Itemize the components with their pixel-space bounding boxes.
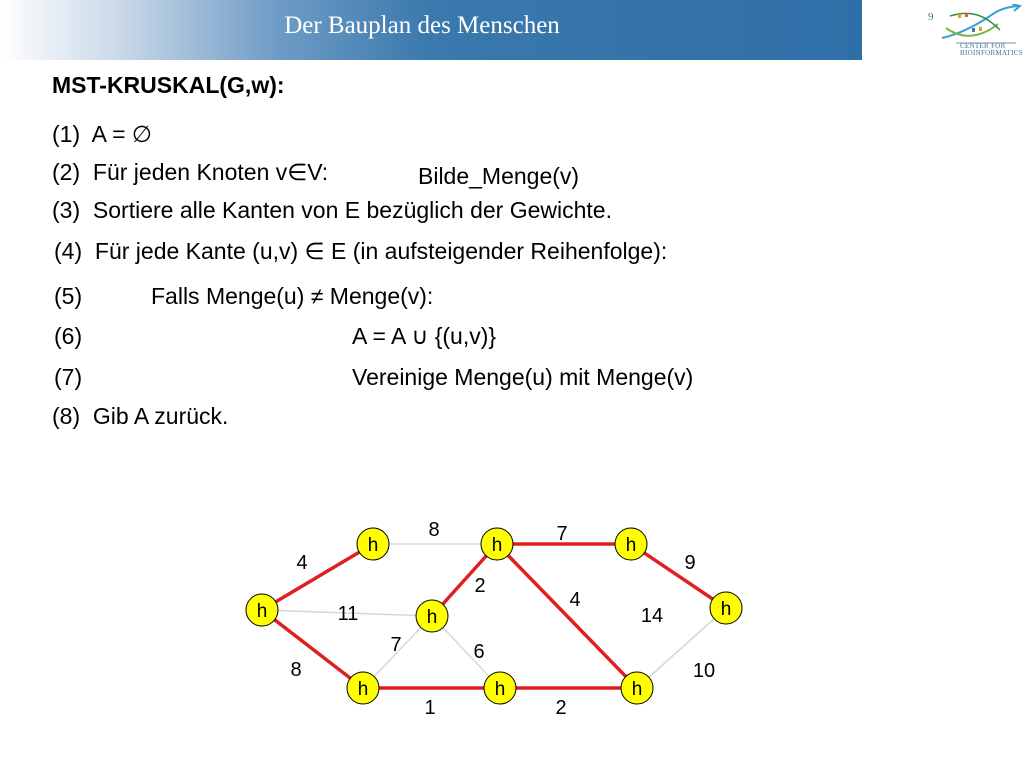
node-label: h bbox=[720, 599, 732, 620]
node-label: h bbox=[426, 607, 438, 628]
node-bottom-right bbox=[621, 672, 653, 704]
step-5-number: (5) bbox=[54, 283, 83, 309]
weight-right-mid: 14 bbox=[640, 605, 664, 627]
node-top-right bbox=[615, 528, 647, 560]
node-label: h bbox=[625, 535, 637, 556]
mst-edge-center-diag bbox=[497, 544, 637, 688]
step-2-extra: Bilde_Menge(v) bbox=[418, 163, 580, 189]
node-label: h bbox=[494, 679, 506, 700]
weight-center-diag: 4 bbox=[569, 589, 581, 611]
step-number: (1) bbox=[52, 121, 81, 147]
weight-left-mid: 11 bbox=[337, 603, 359, 625]
weight-left-low: 8 bbox=[290, 659, 302, 681]
node-bottom-center bbox=[484, 672, 516, 704]
node-label: h bbox=[631, 679, 643, 700]
node-top-left bbox=[357, 528, 389, 560]
node-label: h bbox=[357, 679, 369, 700]
step-text: Für jede Kante (u,v) ∈ E (in aufsteigender Reihenfolge): bbox=[94, 238, 668, 264]
weight-top-right: 7 bbox=[556, 523, 568, 545]
weight-right-upper: 9 bbox=[684, 552, 696, 574]
node-label: h bbox=[367, 535, 379, 556]
step-7-number: (7) bbox=[54, 364, 83, 390]
step-7-text: Vereinige Menge(u) mit Menge(v) bbox=[352, 364, 694, 390]
node-center bbox=[416, 600, 448, 632]
slide-header-title: Der Bauplan des Menschen bbox=[284, 12, 560, 39]
weight-center-low-right: 6 bbox=[473, 641, 485, 663]
node-top-center bbox=[481, 528, 513, 560]
step-6-number: (6) bbox=[54, 323, 83, 349]
node-left bbox=[246, 594, 278, 626]
mst-edge-right-upper bbox=[631, 544, 726, 608]
step-number: (4) bbox=[54, 238, 83, 264]
weight-center-low-left: 7 bbox=[390, 634, 402, 656]
step-text: Gib A zurück. bbox=[92, 403, 229, 429]
node-label: h bbox=[256, 601, 268, 622]
step-text: Sortiere alle Kanten von E bezüglich der Gewichte. bbox=[92, 197, 612, 223]
node-right bbox=[710, 592, 742, 624]
step-text: Für jeden Knoten v∈V: bbox=[92, 159, 329, 185]
node-label: h bbox=[491, 535, 503, 556]
algorithm-title: MST-KRUSKAL(G,w): bbox=[52, 72, 285, 98]
weight-bottom-right: 2 bbox=[555, 697, 567, 719]
mst-edge-top-left bbox=[262, 544, 373, 610]
step-number: (8) bbox=[52, 403, 81, 429]
step-6-text: A = A ∪ {(u,v)} bbox=[352, 323, 497, 349]
weight-bottom-left: 1 bbox=[424, 697, 436, 719]
page-number: 9 bbox=[928, 11, 934, 23]
weight-right-low: 10 bbox=[692, 660, 716, 682]
step-number: (3) bbox=[52, 197, 81, 223]
logo-text-line2: BIOINFORMATICS bbox=[960, 49, 1023, 57]
weight-top-left: 4 bbox=[296, 552, 308, 574]
logo-text-line1: CENTER FOR bbox=[960, 42, 1006, 50]
step-5-text: Falls Menge(u) ≠ Menge(v): bbox=[151, 283, 434, 309]
weight-top-mid: 8 bbox=[428, 519, 440, 541]
step-text: A = ∅ bbox=[91, 121, 152, 147]
step-number: (2) bbox=[52, 159, 81, 185]
weight-center-up: 2 bbox=[474, 575, 486, 597]
node-bottom-left bbox=[347, 672, 379, 704]
